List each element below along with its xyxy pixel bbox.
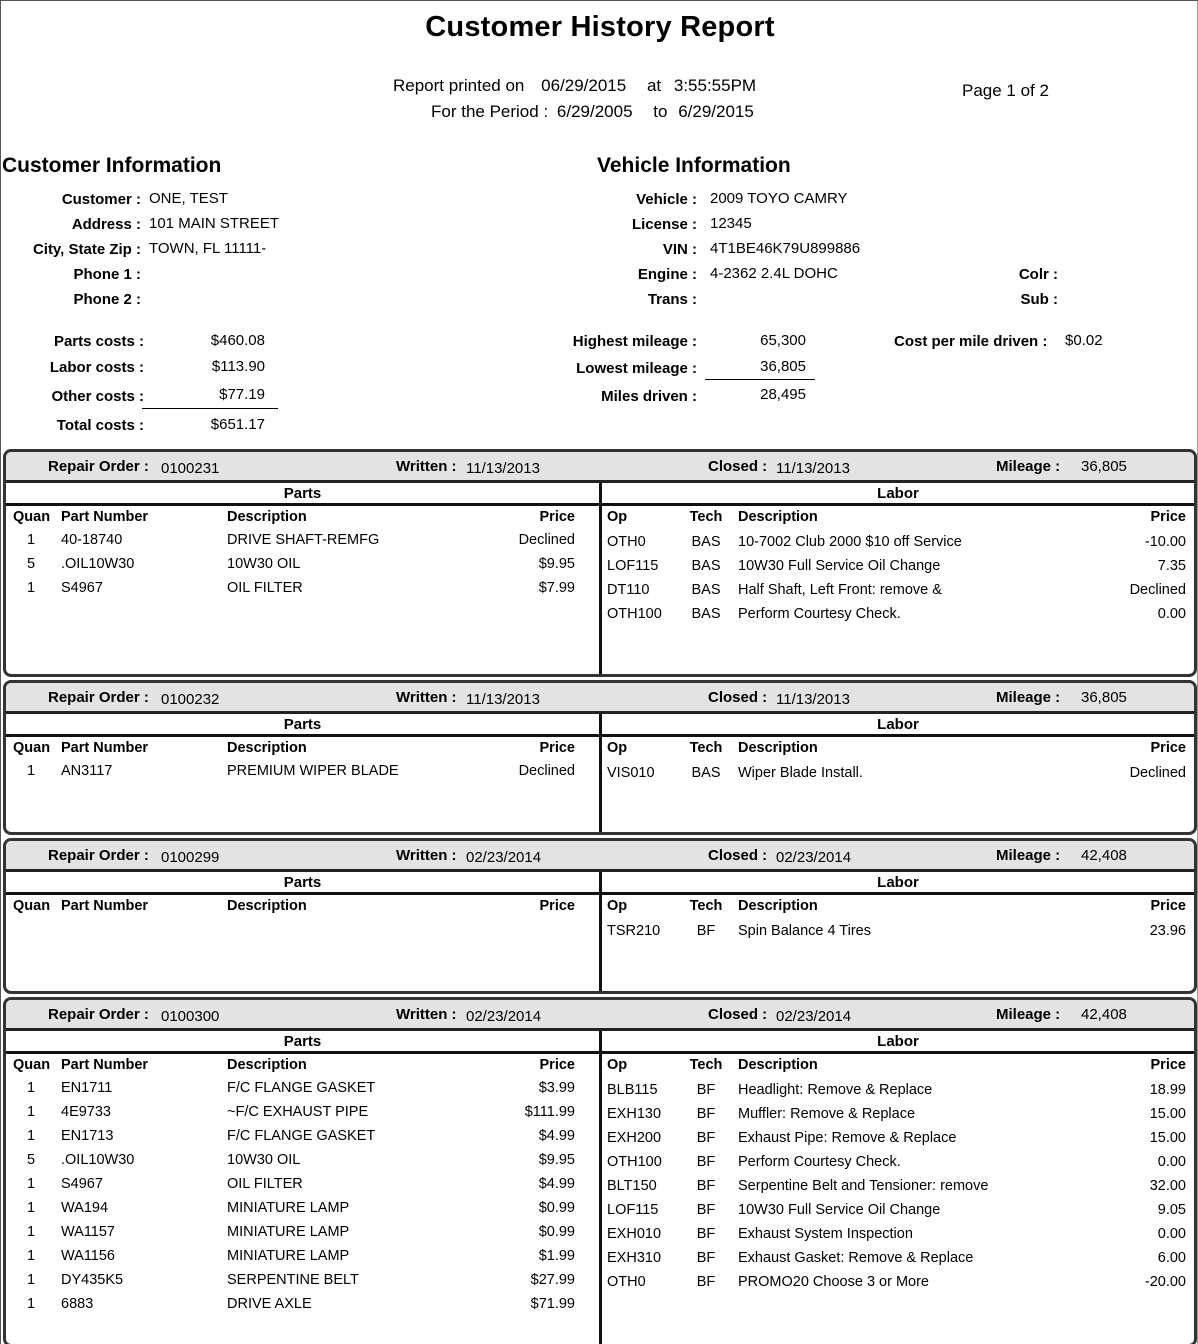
part-quan: 1 [26,1296,36,1312]
labor-price: 6.00 [1157,1250,1186,1266]
description-header: Description [738,509,818,525]
tech-header: Tech [689,740,723,756]
total-costs-value: $651.17 [210,416,265,433]
labor-costs-label: Labor costs : [49,359,144,376]
labor-tech: BF [696,1082,716,1098]
labor-row [602,1103,1194,1127]
city-state-zip-label: City, State Zip : [32,241,141,258]
description-header: Description [227,1057,307,1073]
part-number: .OIL10W30 [61,556,135,572]
closed-date: 11/13/2013 [776,460,850,477]
license-value: 12345 [710,215,752,232]
part-number: S4967 [61,580,103,596]
labor-tech: BF [696,1130,716,1146]
repair-order-card [3,997,1197,1344]
parts-table-header [6,737,599,760]
part-number-header: Part Number [61,509,149,525]
labor-description: Exhaust Gasket: Remove & Replace [738,1250,974,1266]
mileage-value: 36,805 [1081,689,1127,706]
description-header: Description [227,740,307,756]
labor-tech: BF [696,1106,716,1122]
part-number: 40-18740 [61,532,123,548]
part-row [6,1269,599,1293]
labor-title: Labor [602,872,1194,895]
closed-label: Closed : [708,1006,768,1023]
part-number: WA1157 [61,1224,115,1240]
tech-header: Tech [689,1057,723,1073]
labor-tech: BF [696,1226,716,1242]
labor-op: EXH010 [607,1226,662,1242]
part-description: DRIVE SHAFT-REMFG [227,532,380,548]
description-header: Description [227,509,307,525]
labor-description: Half Shaft, Left Front: remove & [738,582,942,598]
part-row [6,760,599,784]
labor-row [602,1175,1194,1199]
labor-description: Perform Courtesy Check. [738,1154,901,1170]
repair-order-label: Repair Order : [48,689,149,706]
vin-value: 4T1BE46K79U899886 [710,240,861,257]
written-label: Written : [396,1006,457,1023]
repair-order-body [6,872,1194,991]
part-row [6,1101,599,1125]
closed-label: Closed : [708,689,768,706]
part-row [6,1125,599,1149]
part-description: F/C FLANGE GASKET [227,1080,376,1096]
labor-description: 10W30 Full Service Oil Change [738,1202,941,1218]
labor-op: OTH100 [607,1154,662,1170]
labor-row [602,1271,1194,1295]
miles-driven-value: 28,495 [760,386,806,403]
labor-title: Labor [602,483,1194,506]
closed-label: Closed : [708,458,768,475]
repair-order-card [3,680,1197,835]
labor-description: Wiper Blade Install. [738,765,863,781]
part-number: 6883 [61,1296,94,1312]
other-costs-label: Other costs : [51,388,144,405]
parts-title: Parts [6,872,599,895]
labor-row [602,1151,1194,1175]
part-row [6,1077,599,1101]
repair-order-body [6,714,1194,832]
part-quan: 1 [26,1248,36,1264]
address-label: Address : [71,216,141,233]
labor-column [602,1031,1194,1344]
labor-tech: BF [696,1274,716,1290]
mileage-value: 42,408 [1081,1006,1127,1023]
mileage-value: 42,408 [1081,847,1127,864]
labor-op: EXH310 [607,1250,662,1266]
part-quan: 1 [26,763,36,779]
labor-description: Exhaust Pipe: Remove & Replace [738,1130,957,1146]
labor-tech: BF [696,1154,716,1170]
tech-header: Tech [689,509,723,525]
labor-price: 0.00 [1157,1154,1186,1170]
engine-value: 4-2362 2.4L DOHC [710,265,838,282]
labor-row [602,555,1194,579]
parts-costs-value: $460.08 [210,332,265,349]
parts-table-header [6,506,599,529]
labor-row [602,603,1194,627]
part-number-header: Part Number [61,740,149,756]
description-header: Description [738,1057,818,1073]
price-header: Price [539,898,575,914]
period-end: 6/29/2015 [678,102,754,121]
labor-column [602,872,1194,991]
part-price: $9.95 [538,1152,575,1168]
written-date: 02/23/2014 [466,849,542,866]
labor-op: OTH100 [607,606,662,622]
part-quan: 1 [26,1272,36,1288]
labor-costs-value: $113.90 [211,358,265,375]
part-row [6,577,599,601]
labor-price: 7.35 [1157,558,1186,574]
part-number: EN1713 [61,1128,114,1144]
part-row [6,529,599,553]
written-label: Written : [396,458,457,475]
repair-order-number: 0100299 [161,849,220,866]
vehicle-value: 2009 TOYO CAMRY [710,190,848,207]
written-label: Written : [396,847,457,864]
part-quan: 1 [26,1104,36,1120]
mileage-divider [705,379,815,380]
printed-date: 06/29/2015 [541,76,627,95]
labor-op: OTH0 [607,534,646,550]
price-header: Price [1150,898,1186,914]
labor-tech: BAS [691,534,721,550]
labor-op: OTH0 [607,1274,646,1290]
labor-row [602,1079,1194,1103]
price-header: Price [539,1057,575,1073]
op-header: Op [607,509,628,525]
miles-driven-label: Miles driven : [601,388,697,405]
op-header: Op [607,1057,628,1073]
price-header: Price [1150,1057,1186,1073]
quan-header: Quan [13,509,51,525]
repair-order-card [3,838,1197,994]
part-description: OIL FILTER [227,580,303,596]
part-price: $71.99 [530,1296,575,1312]
labor-price: 15.00 [1149,1106,1186,1122]
labor-description: Serpentine Belt and Tensioner: remove [738,1178,989,1194]
vehicle-label: Vehicle : [636,191,697,208]
repair-order-card [3,449,1197,677]
labor-op: BLT150 [607,1178,657,1194]
labor-column [602,714,1194,832]
part-number: 4E9733 [61,1104,111,1120]
labor-price: Declined [1129,765,1186,781]
repair-order-label: Repair Order : [48,847,149,864]
repair-order-header [6,683,1194,714]
part-quan: 1 [26,1224,36,1240]
part-number: .OIL10W30 [61,1152,135,1168]
trans-label: Trans : [647,291,697,308]
parts-column [6,1031,602,1344]
customer-section-title: Customer Information [2,154,222,177]
labor-price: 32.00 [1149,1178,1186,1194]
labor-price: 0.00 [1157,606,1186,622]
op-header: Op [607,898,628,914]
part-quan: 1 [26,1080,36,1096]
parts-costs-label: Parts costs : [53,333,144,350]
part-number-header: Part Number [61,1057,149,1073]
repair-order-header [6,452,1194,483]
labor-price: 15.00 [1149,1130,1186,1146]
repair-order-header [6,1000,1194,1031]
cost-per-mile-label: Cost per mile driven : [894,333,1048,350]
labor-description: PROMO20 Choose 3 or More [738,1274,929,1290]
total-costs-label: Total costs : [56,417,144,434]
repair-order-body [6,1031,1194,1344]
color-label: Colr : [1018,266,1058,283]
labor-title: Labor [602,1031,1194,1054]
written-date: 11/13/2013 [466,691,540,708]
parts-column [6,714,602,832]
parts-column [6,483,602,674]
labor-row [602,1127,1194,1151]
period-line [431,102,754,122]
written-date: 02/23/2014 [466,1008,542,1025]
part-description: F/C FLANGE GASKET [227,1128,376,1144]
printed-label: Report printed on [393,76,525,95]
labor-tech: BF [696,1178,716,1194]
part-description: 10W30 OIL [227,1152,301,1168]
labor-price: 18.99 [1149,1082,1186,1098]
part-quan: 1 [26,1128,36,1144]
part-row [6,1293,599,1317]
labor-description: Spin Balance 4 Tires [738,923,871,939]
labor-row [602,920,1194,944]
phone1-label: Phone 1 : [73,266,141,283]
labor-op: LOF115 [607,1202,659,1218]
cost-per-mile-value: $0.02 [1065,332,1103,349]
labor-tech: BF [696,1250,716,1266]
labor-op: TSR210 [607,923,661,939]
part-price: $9.95 [538,556,575,572]
labor-table-header [602,1054,1194,1077]
price-header: Price [1150,740,1186,756]
part-number: WA1156 [61,1248,115,1264]
customer-label: Customer : [61,191,141,208]
city-state-zip-value: TOWN, FL 11111- [149,240,267,257]
part-description: MINIATURE LAMP [227,1200,350,1216]
part-quan: 5 [26,1152,36,1168]
repair-order-body [6,483,1194,674]
printed-line [393,76,756,96]
parts-table-header [6,895,599,918]
part-row [6,553,599,577]
labor-op: EXH130 [607,1106,662,1122]
labor-row [602,1223,1194,1247]
part-price: $0.99 [538,1224,575,1240]
labor-tech: BAS [691,606,721,622]
labor-price: 9.05 [1157,1202,1186,1218]
labor-description: 10W30 Full Service Oil Change [738,558,941,574]
engine-label: Engine : [637,266,697,283]
part-description: ~F/C EXHAUST PIPE [227,1104,369,1120]
part-price: $7.99 [538,580,575,596]
part-quan: 1 [26,1200,36,1216]
labor-description: 10-7002 Club 2000 $10 off Service [738,534,962,550]
vehicle-section-title: Vehicle Information [597,154,791,177]
mileage-label: Mileage : [996,689,1061,706]
part-quan: 1 [26,1176,36,1192]
price-header: Price [539,509,575,525]
phone2-label: Phone 2 : [73,291,141,308]
labor-row [602,1199,1194,1223]
labor-tech: BAS [691,582,721,598]
labor-price: 23.96 [1149,923,1186,939]
to-label: to [653,102,668,121]
labor-description: Muffler: Remove & Replace [738,1106,916,1122]
mileage-label: Mileage : [996,458,1061,475]
labor-op: BLB115 [607,1082,658,1098]
lowest-mileage-value: 36,805 [760,358,806,375]
tech-header: Tech [689,898,723,914]
part-quan: 1 [26,580,36,596]
written-date: 11/13/2013 [466,460,540,477]
part-description: PREMIUM WIPER BLADE [227,763,399,779]
address-value: 101 MAIN STREET [149,215,280,232]
part-price: $27.99 [530,1272,575,1288]
sub-label: Sub : [1020,291,1058,308]
labor-description: Exhaust System Inspection [738,1226,913,1242]
repair-order-number: 0100300 [161,1008,220,1025]
labor-price: 0.00 [1157,1226,1186,1242]
op-header: Op [607,740,628,756]
lowest-mileage-label: Lowest mileage : [576,360,697,377]
closed-date: 02/23/2014 [776,1008,852,1025]
labor-op: EXH200 [607,1130,662,1146]
labor-table-header [602,506,1194,529]
labor-tech: BF [696,1202,716,1218]
parts-title: Parts [6,483,599,506]
part-number: EN1711 [61,1080,113,1096]
labor-op: LOF115 [607,558,659,574]
part-price: Declined [518,532,575,548]
labor-row [602,531,1194,555]
part-description: 10W30 OIL [227,556,301,572]
report-title: Customer History Report [425,11,775,43]
costs-divider [142,408,278,409]
labor-op: VIS010 [607,765,655,781]
part-price: $4.99 [538,1176,575,1192]
part-row [6,1221,599,1245]
closed-date: 11/13/2013 [776,691,850,708]
part-number: AN3117 [61,763,113,779]
part-quan: 1 [26,532,36,548]
repair-order-number: 0100232 [161,691,220,708]
quan-header: Quan [13,898,51,914]
repair-order-label: Repair Order : [48,458,149,475]
closed-label: Closed : [708,847,768,864]
part-number: DY435K5 [61,1272,124,1288]
mileage-value: 36,805 [1081,458,1127,475]
highest-mileage-label: Highest mileage : [572,333,697,350]
parts-column [6,872,602,991]
repair-order-number: 0100231 [161,460,220,477]
labor-op: DT110 [607,582,650,598]
description-header: Description [738,898,818,914]
written-label: Written : [396,689,457,706]
labor-column [602,483,1194,674]
labor-description: Headlight: Remove & Replace [738,1082,933,1098]
quan-header: Quan [13,740,51,756]
price-header: Price [539,740,575,756]
labor-row [602,579,1194,603]
part-description: MINIATURE LAMP [227,1248,350,1264]
labor-table-header [602,737,1194,760]
page-number: Page 1 of 2 [962,81,1049,100]
part-row [6,1245,599,1269]
repair-order-header [6,841,1194,872]
part-number: WA194 [61,1200,109,1216]
part-description: DRIVE AXLE [227,1296,312,1312]
other-costs-value: $77.19 [219,386,265,403]
part-description: MINIATURE LAMP [227,1224,350,1240]
mileage-label: Mileage : [996,847,1061,864]
labor-price: Declined [1129,582,1186,598]
part-price: Declined [518,763,575,779]
part-price: $3.99 [538,1080,575,1096]
part-price: $4.99 [538,1128,575,1144]
part-row [6,1197,599,1221]
part-price: $111.99 [524,1104,575,1120]
customer-value: ONE, TEST [149,190,228,207]
labor-title: Labor [602,714,1194,737]
vin-label: VIN : [662,241,697,258]
part-price: $0.99 [538,1200,575,1216]
labor-table-header [602,895,1194,918]
parts-title: Parts [6,714,599,737]
highest-mileage-value: 65,300 [760,332,806,349]
quan-header: Quan [13,1057,51,1073]
part-description: SERPENTINE BELT [227,1272,359,1288]
printed-time: 3:55:55PM [673,76,757,95]
labor-price: -10.00 [1144,534,1186,550]
part-description: OIL FILTER [227,1176,303,1192]
repair-order-label: Repair Order : [48,1006,149,1023]
period-label: For the Period : [431,102,549,121]
labor-tech: BAS [691,558,721,574]
part-price: $1.99 [538,1248,575,1264]
labor-row [602,1247,1194,1271]
description-header: Description [738,740,818,756]
part-row [6,1173,599,1197]
parts-title: Parts [6,1031,599,1054]
labor-tech: BAS [691,765,721,781]
part-number-header: Part Number [61,898,149,914]
labor-tech: BF [696,923,716,939]
labor-price: -20.00 [1144,1274,1186,1290]
labor-description: Perform Courtesy Check. [738,606,901,622]
mileage-label: Mileage : [996,1006,1061,1023]
labor-row [602,762,1194,786]
parts-table-header [6,1054,599,1077]
at-label: at [646,76,662,95]
part-row [6,1149,599,1173]
closed-date: 02/23/2014 [776,849,852,866]
price-header: Price [1150,509,1186,525]
part-quan: 5 [26,556,36,572]
period-start: 6/29/2005 [556,102,633,121]
part-number: S4967 [61,1176,103,1192]
description-header: Description [227,898,307,914]
license-label: License : [631,216,697,233]
